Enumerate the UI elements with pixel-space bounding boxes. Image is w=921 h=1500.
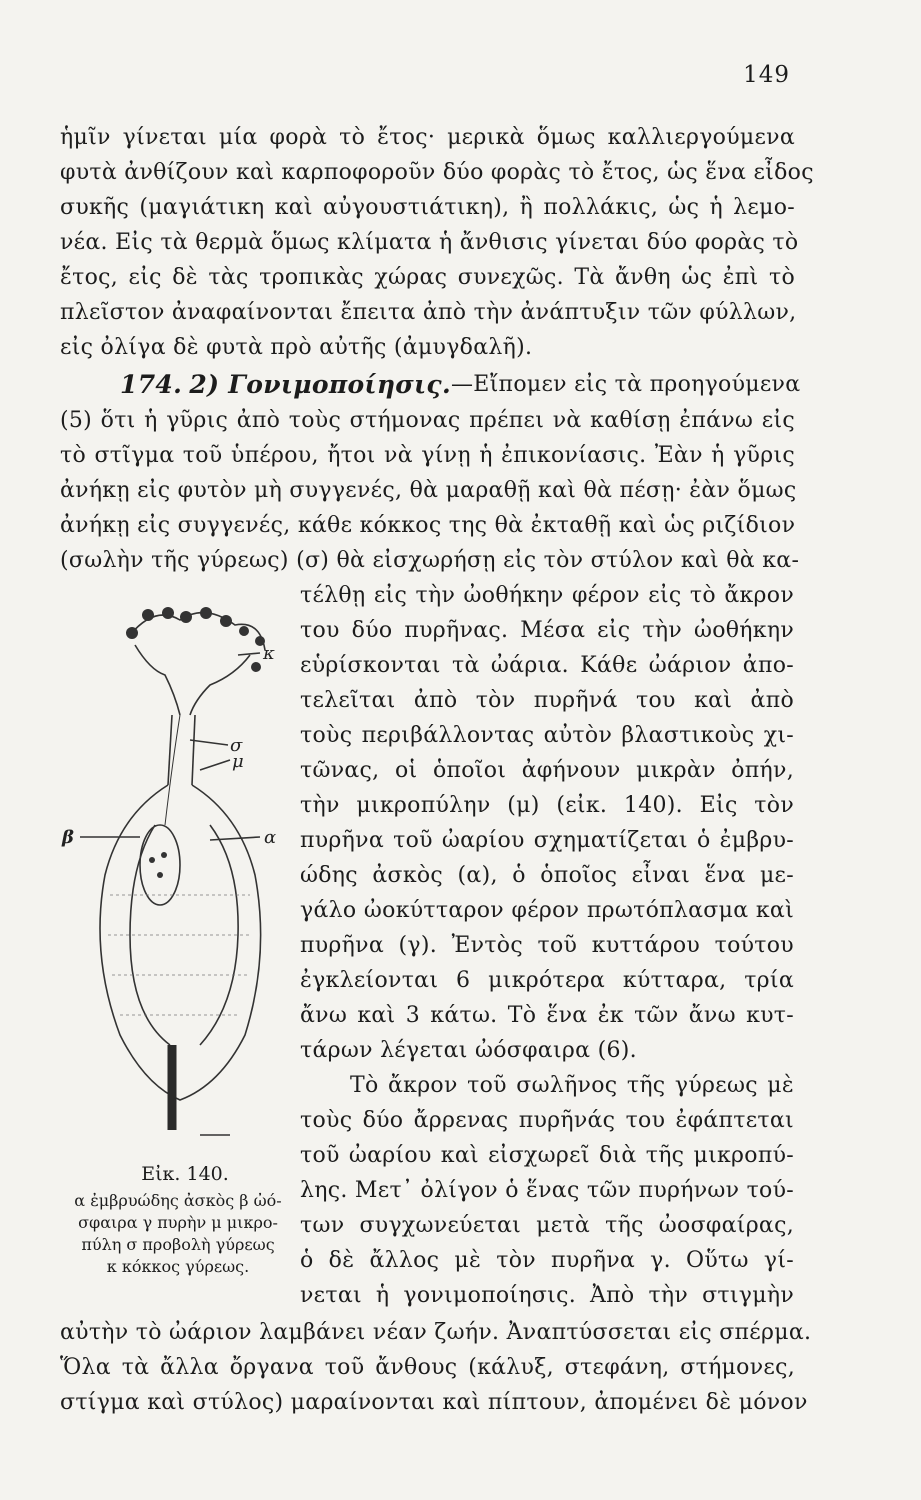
column-line: πυρῆνα τοῦ ὠαρίου σχηματίζεται ὁ ἐμβρυ- bbox=[300, 828, 794, 853]
column-line: Τὸ ἄκρον τοῦ σωλῆνος τῆς γύρεως μὲ bbox=[350, 1073, 794, 1098]
column-line: τοῦ ὠαρίου καὶ εἰσχωρεῖ διὰ τῆς μικροπύ- bbox=[300, 1143, 794, 1168]
caption-line: κ κόκκος γύρεως. bbox=[106, 1257, 250, 1276]
figure-caption bbox=[60, 1190, 296, 1278]
text-line: ἔτος, εἰς δὲ τὰς τροπικὰς χώρας συνεχῶς. Τὰ ἄνθη ὡς ἐπὶ τὸ bbox=[60, 265, 795, 290]
text-line: (σωλὴν τῆς γύρεως) (σ) θὰ εἰσχωρήσῃ εἰς τὸν στύλον καὶ θὰ κα- bbox=[60, 548, 800, 573]
section-title: 2) Γονιμοποίησις. bbox=[189, 370, 451, 399]
text-line: (5) ὅτι ἡ γῦρις ἀπὸ τοὺς στήμονας πρέπει νὰ καθίσῃ ἐπάνω εἰς bbox=[60, 408, 795, 433]
caption-line: σφαιρα γ πυρὴν μ μικρο- bbox=[78, 1213, 278, 1232]
column-line: του δύο πυρῆνας. Μέσα εἰς τὴν ὠοθήκην bbox=[300, 618, 794, 643]
text-line: αὐτὴν τὸ ὠάριον λαμβάνει νέαν ζωήν. Ἀναπτύσσεται εἰς σπέρμα. bbox=[60, 1320, 812, 1345]
text-line: ἡμῖν γίνεται μία φορὰ τὸ ἔτος· μερικὰ ὅμως καλλιεργούμενα bbox=[60, 125, 795, 150]
text-line: συκῆς (μαγιάτικη καὶ αὐγουστιάτικη), ἢ πολλάκις, ὡς ἡ λεμο- bbox=[60, 195, 795, 220]
figure-label-beta: β bbox=[62, 827, 74, 848]
column-line: εὑρίσκονται τὰ ὠάρια. Κάθε ὠάριον ἀπο- bbox=[300, 653, 794, 678]
page-number: 149 bbox=[743, 62, 790, 88]
caption-line: α ἐμβρυώδης ἀσκὸς β ὠό- bbox=[74, 1191, 282, 1210]
section-heading-line bbox=[120, 370, 801, 402]
figure-label-alpha: α bbox=[264, 827, 277, 848]
text-line: πλεῖστον ἀναφαίνονται ἔπειτα ἀπὸ τὴν ἀνάπτυξιν τῶν φύλλων, bbox=[60, 300, 797, 325]
column-line: ἄνω καὶ 3 κάτω. Τὸ ἕνα ἐκ τῶν ἄνω κυτ- bbox=[300, 1003, 794, 1028]
text-line: φυτὰ ἀνθίζουν καὶ καρποφοροῦν δύο φορὰς τὸ ἔτος, ὡς ἕνα εἶδος bbox=[60, 160, 814, 185]
column-line: λης. Μετ᾽ ὀλίγον ὁ ἕνας τῶν πυρήνων τού- bbox=[300, 1178, 795, 1203]
column-line: γάλο ὠοκύτταρον φέρον πρωτόπλασμα καὶ bbox=[300, 898, 794, 923]
figure-label-kappa: κ bbox=[263, 643, 275, 664]
figure-label-mu: μ bbox=[232, 751, 244, 772]
column-line: πυρῆνα (γ). Ἐντὸς τοῦ κυττάρου τούτου bbox=[300, 933, 794, 958]
column-line: τελεῖται ἀπὸ τὸν πυρῆνά του καὶ ἀπὸ bbox=[300, 688, 794, 713]
section-number: 174. bbox=[120, 370, 183, 399]
text-line: ἀνήκῃ εἰς συγγενές, κάθε κόκκος της θὰ ἐκταθῇ καὶ ὡς ριζίδιον bbox=[60, 513, 796, 538]
column-line: τέλθῃ εἰς τὴν ὠοθήκην φέρον εἰς τὸ ἄκρον bbox=[300, 583, 794, 608]
caption-line: πύλη σ προβολὴ γύρεως bbox=[81, 1235, 275, 1254]
column-line: νεται ἡ γονιμοποίησις. Ἀπὸ τὴν στιγμὴν bbox=[300, 1283, 794, 1308]
ovule-figure bbox=[60, 575, 295, 1155]
column-line: τὴν μικροπύλην (μ) (εἰκ. 140). Εἰς τὸν bbox=[300, 793, 794, 818]
figure-label-sigma: σ bbox=[230, 735, 243, 756]
figure-title: Εἰκ. 140. bbox=[141, 1163, 229, 1185]
text-line: στίγμα καὶ στύλος) μαραίνονται καὶ πίπτουν, ἀπομένει δὲ μόνον bbox=[60, 1390, 808, 1415]
column-line: τοὺς περιβάλλοντας αὐτὸν βλαστικοὺς χι- bbox=[300, 723, 794, 748]
column-line: τῶνας, οἱ ὁποῖοι ἀφήνουν μικρὰν ὀπήν, bbox=[300, 758, 794, 783]
column-line: ώδης ἀσκὸς (α), ὁ ὁποῖος εἶναι ἕνα με- bbox=[300, 863, 794, 888]
ovule-drawing bbox=[60, 575, 295, 1155]
text-line: νέα. Εἰς τὰ θερμὰ ὅμως κλίματα ἡ ἄνθισις γίνεται δύο φορὰς τὸ bbox=[60, 230, 799, 255]
text-line: τὸ στῖγμα τοῦ ὑπέρου, ἤτοι νὰ γίνῃ ἡ ἐπικονίασις. Ἐὰν ἡ γῦρις bbox=[60, 443, 795, 468]
text-line: ἀνήκῃ εἰς φυτὸν μὴ συγγενές, θὰ μαραθῇ καὶ θὰ πέσῃ· ἐὰν ὅμως bbox=[60, 478, 797, 503]
column-line: των συγχωνεύεται μετὰ τῆς ὠοσφαίρας, bbox=[300, 1213, 794, 1238]
section-first-line: —Εἴπομεν εἰς τὰ προηγούμενα bbox=[450, 372, 801, 397]
column-line: ὁ δὲ ἄλλος μὲ τὸν πυρῆνα γ. Οὕτω γί- bbox=[300, 1248, 794, 1273]
column-line: τάρων λέγεται ὠόσφαιρα (6). bbox=[300, 1038, 637, 1063]
text-line: εἰς ὀλίγα δὲ φυτὰ πρὸ αὐτῆς (ἀμυγδαλῆ). bbox=[60, 335, 533, 360]
column-line: τοὺς δύο ἄρρενας πυρῆνάς του ἐφάπτεται bbox=[300, 1108, 794, 1133]
column-line: ἐγκλείονται 6 μικρότερα κύτταρα, τρία bbox=[300, 968, 794, 993]
text-line: Ὅλα τὰ ἄλλα ὄργανα τοῦ ἄνθους (κάλυξ, στεφάνη, στήμονες, bbox=[60, 1355, 795, 1380]
